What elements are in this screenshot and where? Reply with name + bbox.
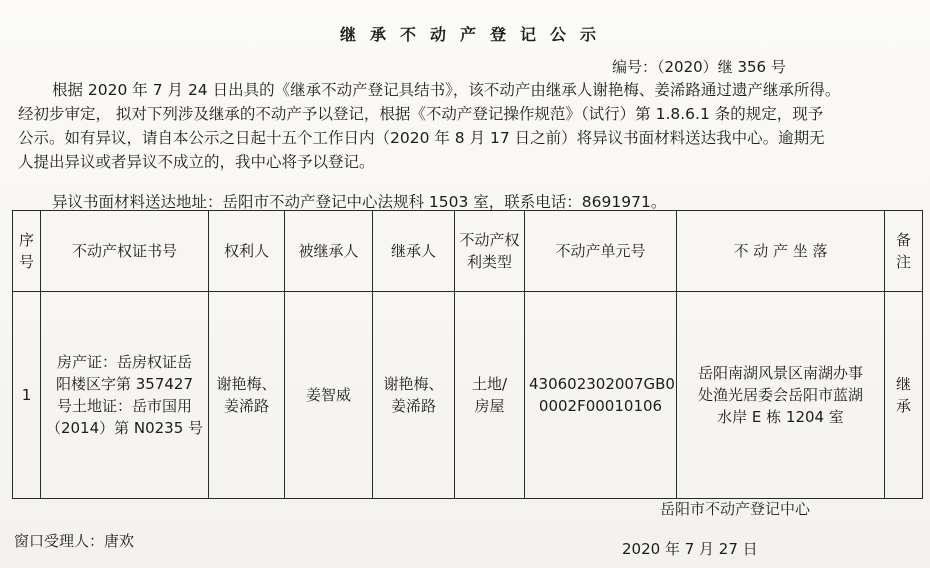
cell-cert-no	[41, 292, 209, 499]
right-type-line: 房屋	[474, 397, 505, 415]
paragraph-line: 根据 2020 年 7 月 24 日出具的《继承不动产登记具结书》，该不动产由继承人谢艳梅、姜浠路通过遗产继承所得。	[52, 81, 841, 99]
registration-table	[12, 210, 923, 499]
header-remark: 备注	[885, 211, 923, 292]
cell-heir	[373, 292, 455, 499]
cert-no-line: 房产证：岳房权证岳	[56, 353, 192, 371]
unit-no-line: 430602302007GB0	[529, 375, 675, 393]
cert-no-line: 号土地证：岳市国用	[56, 397, 192, 415]
cert-no-line: （2014）第 N0235 号	[45, 419, 204, 437]
objection-address: 异议书面材料送达地址：岳阳市不动产登记中心法规科 1503 室，联系电话：8691971。	[52, 193, 667, 211]
document-number: 编号：（2020）继 356 号	[612, 58, 786, 76]
right-holder-line: 谢艳梅、	[216, 375, 277, 393]
header-location: 不 动 产 坐 落	[677, 211, 885, 292]
cell-seq: 1	[13, 292, 41, 499]
right-holder-line: 姜浠路	[223, 397, 269, 415]
remark-line: 继	[895, 375, 911, 393]
notice-paragraph	[18, 78, 918, 174]
page-title: 继承不动产登记公示	[339, 25, 610, 44]
location-line: 处渔光居委会岳阳市蓝湖	[697, 386, 863, 404]
location-line: 水岸 E 栋 1204 室	[717, 408, 844, 426]
header-right-type: 不动产权利类型	[455, 211, 525, 292]
heir-line: 姜浠路	[390, 397, 436, 415]
header-deceased: 被继承人	[285, 211, 373, 292]
header-heir: 继承人	[373, 211, 455, 292]
cell-unit-no	[525, 292, 677, 499]
paragraph-line: 人提出异议或者异议不成立的，我中心将予以登记。	[18, 153, 375, 171]
location-line: 岳阳南湖风景区南湖办事	[697, 364, 863, 382]
table-row	[13, 292, 923, 499]
cert-no-line: 阳楼区字第 357427	[55, 375, 194, 393]
paragraph-line: 公示。如有异议，请自本公示之日起十五个工作日内（2020 年 8 月 17 日之前）将异议书面材料送达我中心。逾期无	[18, 129, 825, 147]
header-seq: 序号	[13, 211, 41, 292]
issue-date: 2020 年 7 月 27 日	[622, 540, 758, 558]
header-right-holder: 权利人	[209, 211, 285, 292]
window-receiver: 窗口受理人：唐欢	[14, 532, 135, 550]
right-type-line: 土地/	[471, 375, 508, 393]
heir-line: 谢艳梅、	[383, 375, 444, 393]
paragraph-line: 经初步审定， 拟对下列涉及继承的不动产予以登记，根据《不动产登记操作规范》（试行）第 1.8.6.1 条的规定，现予	[18, 105, 824, 123]
header-cert-no: 不动产权证书号	[41, 211, 209, 292]
cell-remark	[885, 292, 923, 499]
table-header-row	[13, 211, 923, 292]
header-unit-no: 不动产单元号	[525, 211, 677, 292]
cell-deceased: 姜智威	[285, 292, 373, 499]
cell-right-type	[455, 292, 525, 499]
remark-line: 承	[895, 397, 911, 415]
cell-location	[677, 292, 885, 499]
cell-right-holder	[209, 292, 285, 499]
unit-no-line: 0002F00010106	[538, 397, 663, 415]
issuing-organization: 岳阳市不动产登记中心	[660, 500, 811, 518]
